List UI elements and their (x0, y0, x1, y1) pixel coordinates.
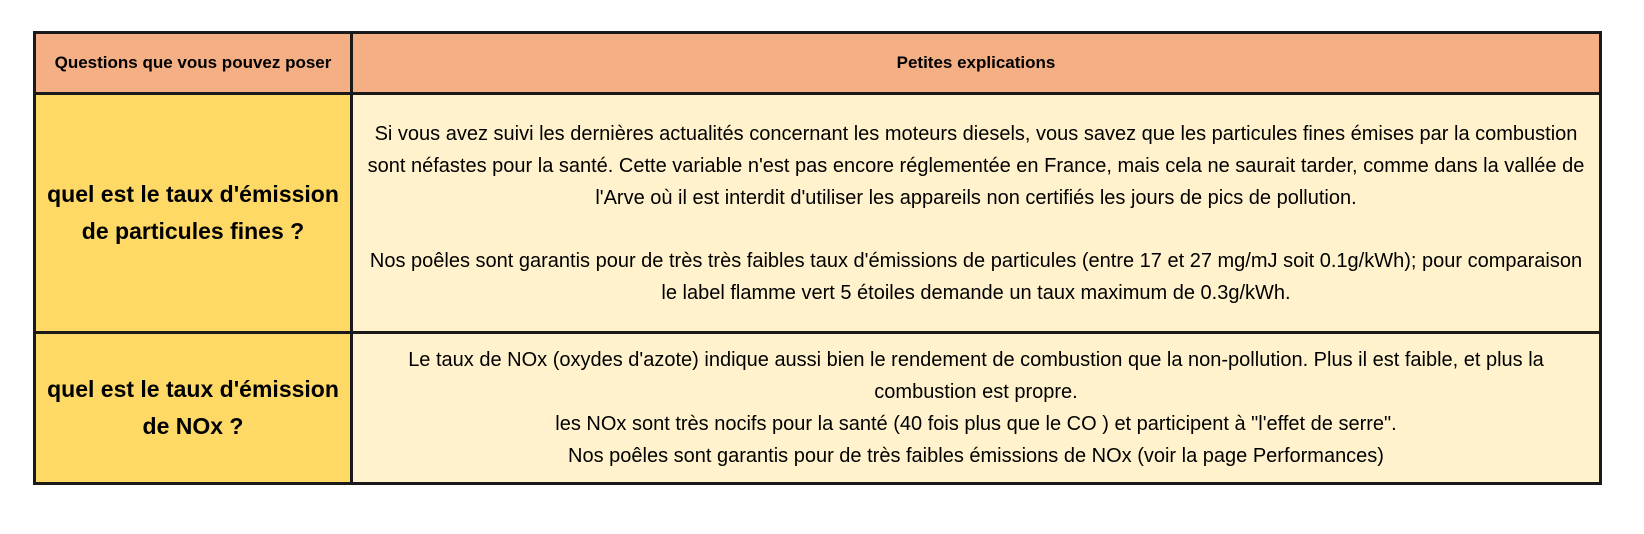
table-row (35, 333, 1601, 484)
question-cell-nox: quel est le taux d'émission de NOx ? (35, 333, 352, 484)
header-row (35, 33, 1601, 94)
explanation-paragraph: Nos poêles sont garantis pour de très très faibles taux d'émissions de particules (entre 17 et 27 mg/mJ soit 0.1g/kWh); pour comparaison le label flamme vert 5 étoiles demande un taux maximum de 0.3g/kWh. (369, 249, 1583, 304)
questions-column-header: Questions que vous pouvez poser (35, 33, 352, 94)
explanation-cell-nox (352, 333, 1601, 484)
explanations-column-header: Petites explications (352, 33, 1601, 94)
faq-table (33, 31, 1602, 485)
explanation-line: les NOx sont très nocifs pour la santé (40 fois plus que le CO ) et participent à "l'effet de serre". (555, 413, 1397, 435)
explanation-line: Le taux de NOx (oxydes d'azote) indique aussi bien le rendement de combustion que la non-pollution. Plus il est faible, et plus la combustion est propre. (408, 349, 1544, 403)
explanation-paragraph: Si vous avez suivi les dernières actualités concernant les moteurs diesels, vous savez que les particules fines émises par la combustion sont néfastes pour la santé. Cette variable n'est pas encore réglementée en France, mais cela ne saurait tarder, comme dans la vallée de l'Arve où il est interdit d'utiliser les appareils non certifiés les jours de pics de pollution. (367, 122, 1585, 209)
faq-table-container (33, 31, 1602, 485)
table-row (35, 94, 1601, 333)
paragraph-gap (361, 214, 1591, 245)
question-cell-particles: quel est le taux d'émission de particules fines ? (35, 94, 352, 333)
explanation-line: Nos poêles sont garantis pour de très faibles émissions de NOx (voir la page Performances) (568, 445, 1384, 467)
explanation-cell-particles (352, 94, 1601, 333)
